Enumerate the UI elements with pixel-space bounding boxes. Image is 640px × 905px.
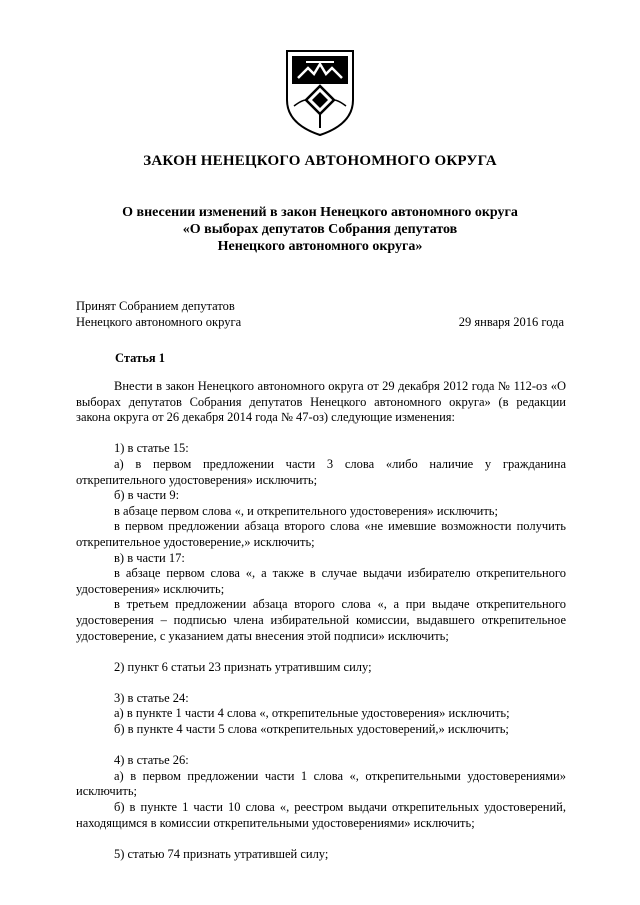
body-paragraph: в третьем предложении абзаца второго слова «, а при выдаче открепительного удостоверения – подписью члена избирательной комиссии, выдавшего открепительное удостоверение, с указанием даты внесения этой подписи» исключить;: [76, 597, 566, 643]
body-paragraph: а) в первом предложении части 1 слова «, открепительными удостоверениями» исключить;: [76, 768, 566, 799]
body-paragraph: б) в пункте 4 части 5 слова «открепительных удостоверений,» исключить;: [114, 722, 509, 737]
body-paragraph: Внести в закон Ненецкого автономного округа от 29 декабря 2012 года № 112-оз «О выборах депутатов Собрания депутатов Ненецкого автономного округа» (в редакции закона округа от 26 декабря 2014 года № 47-оз) следующие изменения:: [76, 379, 566, 425]
body-paragraph: б) в части 9:: [114, 488, 180, 503]
body-paragraph: 3) в статье 24:: [114, 690, 189, 705]
body-paragraph: 5) статью 74 признать утратившей силу;: [114, 846, 329, 861]
article-title: Статья 1: [115, 351, 165, 365]
body-paragraph: а) в пункте 1 части 4 слова «, открепительные удостоверения» исключить;: [114, 706, 510, 721]
document-title: ЗАКОН НЕНЕЦКОГО АВТОНОМНОГО ОКРУГА: [143, 153, 497, 169]
body-paragraph: в абзаце первом слова «, и открепительного удостоверения» исключить;: [114, 503, 498, 518]
subtitle-line: «О выборах депутатов Собрания депутатов: [182, 222, 458, 237]
body-paragraph: б) в пункте 1 части 10 слова «, реестром выдачи открепительных удостоверений, находящимся в комиссии открепительными удостоверениями» исключить;: [76, 800, 566, 830]
subtitle-line: Ненецкого автономного округа»: [217, 239, 423, 254]
body-paragraph: в абзаце первом слова «, а также в случае выдачи избирателю открепительного удостоверения» исключить;: [76, 566, 566, 596]
adoption-line: Принят Собранием депутатов: [76, 299, 235, 313]
adoption-line: Ненецкого автономного округа: [76, 315, 242, 329]
body-paragraph: 1) в статье 15:: [114, 441, 189, 456]
adoption-statement: [76, 298, 241, 330]
document-subtitle: [60, 204, 580, 255]
body-paragraph: 2) пункт 6 статьи 23 признать утратившим силу;: [114, 659, 372, 674]
body-paragraph: в первом предложении абзаца второго слова «не имевшие возможности получить открепительное удостоверение,» исключить;: [76, 519, 566, 549]
coat-of-arms-emblem: [284, 48, 356, 138]
subtitle-line: О внесении изменений в закон Ненецкого автономного округа: [122, 205, 518, 220]
body-paragraph: 4) в статье 26:: [114, 753, 189, 768]
body-paragraph: в) в части 17:: [114, 550, 185, 565]
adoption-date: 29 января 2016 года: [458, 315, 564, 329]
article-body: [76, 379, 566, 862]
body-paragraph: а) в первом предложении части 3 слова «либо наличие у гражданина открепительного удостоверения» исключить;: [76, 456, 566, 487]
